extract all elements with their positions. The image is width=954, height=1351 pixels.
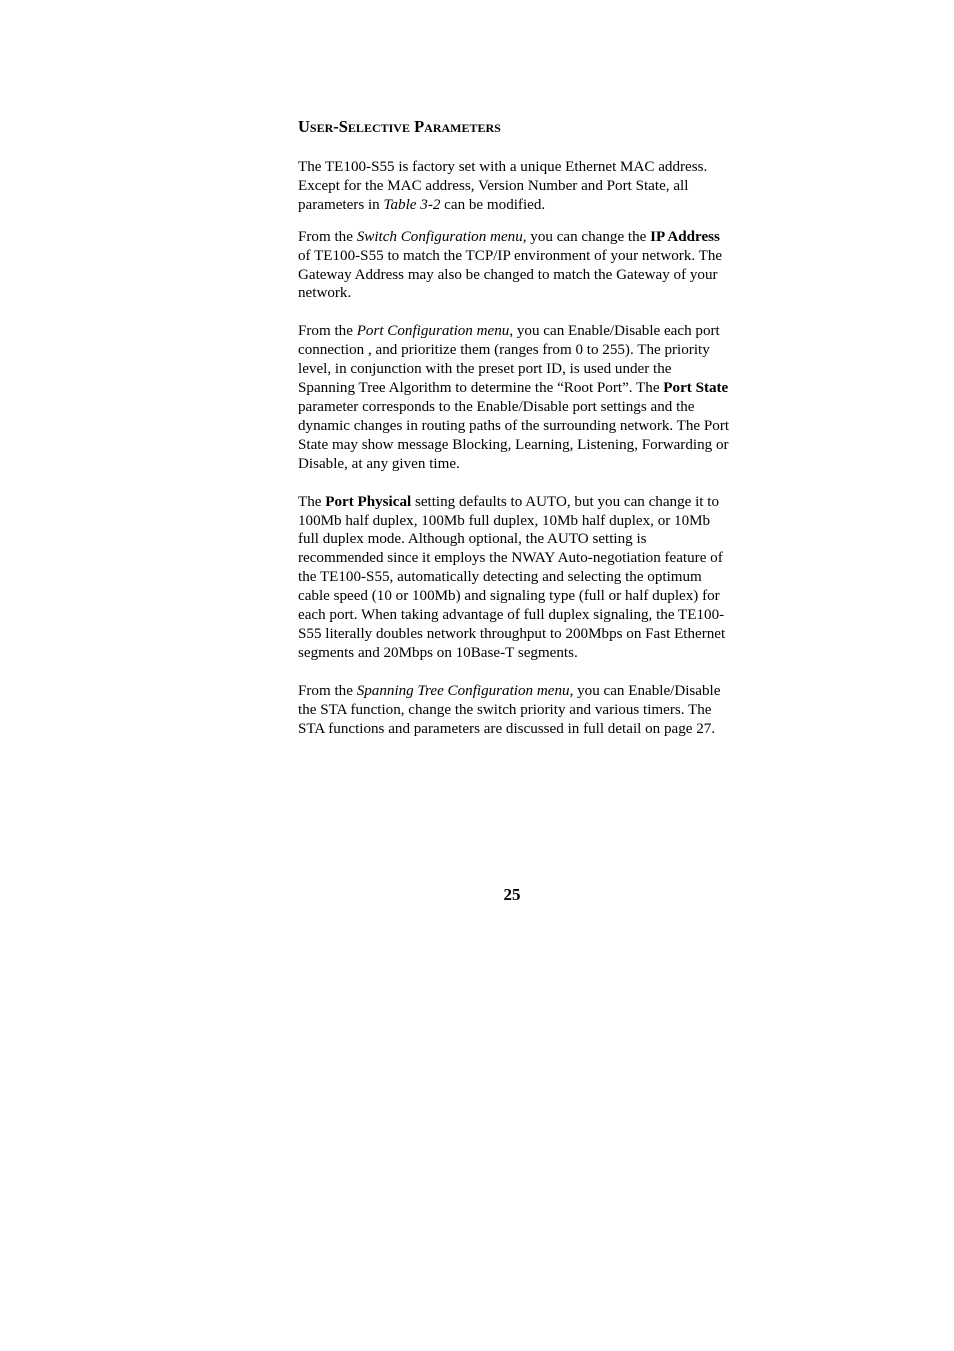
p4-text-b: setting defaults to AUTO, but you can change it to 100Mb half duplex, 100Mb full duplex, 10Mb half duplex, or 10Mb full duplex mode. Although optional, the AUTO setting is recommended since it employs the NWAY Auto-negotiation feature of the TE100-S55, automatically detecting and selecting the optimum cable speed (10 or 100Mb) and signaling type (full or half duplex) for each port. When taking advantage of full duplex signaling, the TE100-S55 literally doubles network throughput to 200Mbps on Fast Ethernet segments and 20Mbps on 10Base-T segments.: [298, 493, 726, 661]
port-configuration-menu-ref: Port Configuration menu: [356, 323, 510, 340]
spanning-tree-menu-ref: Spanning Tree Configuration menu: [356, 682, 570, 699]
p3-text-a: From the: [298, 323, 357, 340]
p5-text-b: , you can Enable/Disable the STA function, change the switch priority and various timers. The STA functions and parameters are discussed in full detail on page 27.: [298, 682, 721, 737]
paragraph-port-physical: [298, 493, 730, 663]
port-physical-term: Port Physical: [325, 493, 412, 510]
p2-text-b: , you can change the: [522, 228, 651, 245]
p4-text-a: The: [298, 493, 326, 510]
p5-text-a: From the: [298, 682, 357, 699]
page-number-text: 25: [503, 885, 521, 904]
p2-text-a: From the: [298, 228, 357, 245]
paragraph-mac-address: [298, 158, 730, 215]
table-reference: Table 3-2: [383, 196, 441, 213]
port-state-term: Port State: [663, 380, 729, 397]
paragraph-port-configuration: [298, 322, 730, 473]
page-number: [0, 885, 954, 905]
p3-text-c: parameter corresponds to the Enable/Disable port settings and the dynamic changes in routing paths of the surrounding network. The Port State may show message Blocking, Learning, Listening, Forwarding or Disable, at any given time.: [298, 398, 730, 472]
switch-configuration-menu-ref: Switch Configuration menu: [356, 228, 523, 245]
p1-text-b: can be modified.: [440, 196, 546, 213]
p3-text-b: , you can Enable/Disable each port connection , and prioritize them (ranges from 0 to 255). The priority level, in conjunction with the preset port ID, is used under the Spanning Tree Algorithm to determine the “Root Port”. The: [298, 323, 720, 397]
p1-text-a: The TE100-S55 is factory set with a unique Ethernet MAC address. Except for the MAC address, Version Number and Port State, all parameters in: [298, 159, 708, 213]
ip-address-term: IP Address: [650, 228, 720, 245]
document-body: [298, 117, 730, 738]
paragraph-spanning-tree: [298, 682, 730, 739]
section-heading: User-Selective Parameters: [298, 117, 501, 136]
paragraph-switch-configuration: [298, 228, 730, 304]
p2-text-c: of TE100-S55 to match the TCP/IP environment of your network. The Gateway Address may also be changed to match the Gateway of your network.: [298, 247, 723, 302]
